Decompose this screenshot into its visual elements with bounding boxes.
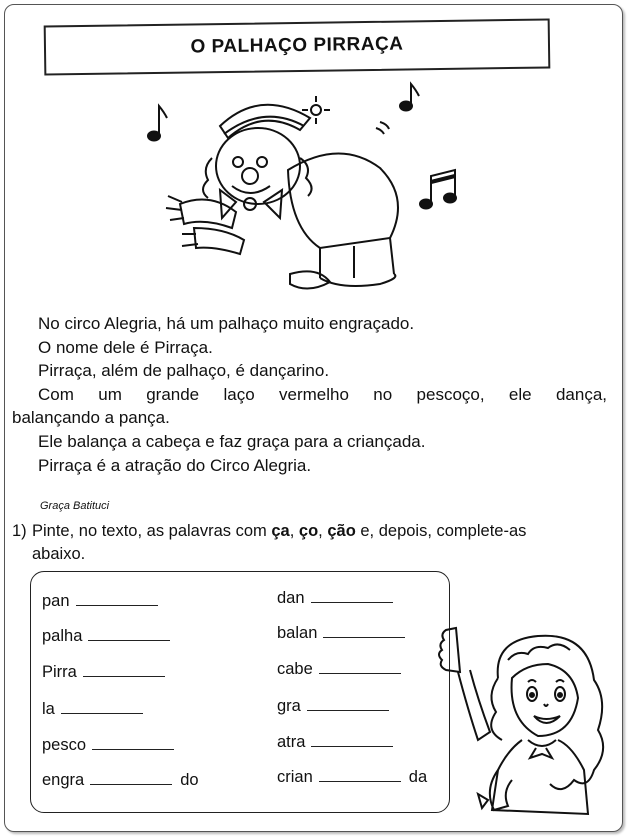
story-line: Pirraça, além de palhaço, é dançarino. — [38, 361, 330, 381]
word-prefix: gra — [277, 697, 301, 715]
separator: , — [289, 522, 299, 540]
word-row — [42, 663, 165, 682]
question-1 — [12, 520, 612, 566]
page-title: O PALHAÇO PIRRAÇA — [190, 33, 404, 58]
question-line — [12, 520, 612, 543]
answer-blank[interactable] — [88, 639, 170, 641]
story-line: No circo Alegria, há um palhaço muito engraçado. — [38, 314, 415, 333]
word-prefix: pesco — [42, 736, 87, 754]
word-suffix: do — [180, 771, 199, 789]
word-row — [277, 660, 401, 679]
girl-illustration — [438, 600, 618, 830]
word-prefix: atra — [277, 733, 306, 751]
word-prefix: palha — [42, 627, 83, 645]
word-row — [277, 624, 405, 643]
word-prefix: la — [42, 700, 55, 718]
word-row — [42, 592, 158, 611]
word-row — [42, 736, 174, 755]
word-row — [277, 768, 427, 787]
separator: , — [318, 522, 328, 540]
story-line: O nome dele é Pirraça. — [38, 337, 213, 357]
answer-blank[interactable] — [319, 672, 401, 674]
answer-blank[interactable] — [61, 712, 143, 714]
answer-blank[interactable] — [311, 745, 393, 747]
word-prefix: crian — [277, 768, 313, 786]
word-row — [277, 589, 393, 608]
clown-illustration — [140, 78, 480, 298]
syllable-co: ço — [298, 522, 319, 540]
word-prefix: pan — [42, 592, 70, 610]
syllable-cao: ção — [327, 522, 356, 540]
word-row — [42, 627, 170, 646]
story-text — [12, 312, 607, 477]
answer-blank[interactable] — [311, 601, 393, 603]
answer-blank[interactable] — [76, 604, 158, 606]
author: Graça Batituci — [40, 500, 110, 512]
word-row — [277, 733, 393, 752]
word-prefix: Pirra — [42, 663, 77, 681]
story-line: Com um grande laço vermelho no pescoço, ele dança, — [38, 384, 607, 404]
question-text: e, depois, complete-as — [355, 522, 527, 540]
word-prefix: balan — [277, 624, 318, 642]
question-number: 1) — [12, 522, 27, 540]
syllable-ca: ça — [271, 522, 290, 540]
story-line: Ele balança a cabeça e faz graça para a criançada. — [38, 431, 426, 451]
title-box — [44, 18, 551, 75]
question-line: abaixo. — [32, 545, 86, 563]
word-row — [277, 697, 389, 716]
answer-blank[interactable] — [83, 675, 165, 677]
music-note-icon — [148, 106, 167, 141]
double-music-note-icon — [420, 170, 456, 209]
word-prefix: dan — [277, 589, 305, 607]
answer-blank[interactable] — [92, 748, 174, 750]
word-suffix: da — [408, 768, 428, 786]
story-line: Pirraça é a atração do Circo Alegria. — [38, 455, 312, 475]
music-note-icon — [400, 84, 419, 111]
story-line: balançando a pança. — [12, 408, 170, 428]
word-row — [42, 771, 199, 790]
word-prefix: cabe — [277, 660, 313, 678]
answer-blank[interactable] — [90, 783, 172, 785]
answer-blank[interactable] — [323, 636, 405, 638]
answer-blank[interactable] — [319, 780, 401, 782]
word-prefix: engra — [42, 771, 85, 789]
question-text: Pinte, no texto, as palavras com — [32, 522, 272, 540]
answer-blank[interactable] — [307, 709, 389, 711]
word-row — [42, 700, 143, 719]
